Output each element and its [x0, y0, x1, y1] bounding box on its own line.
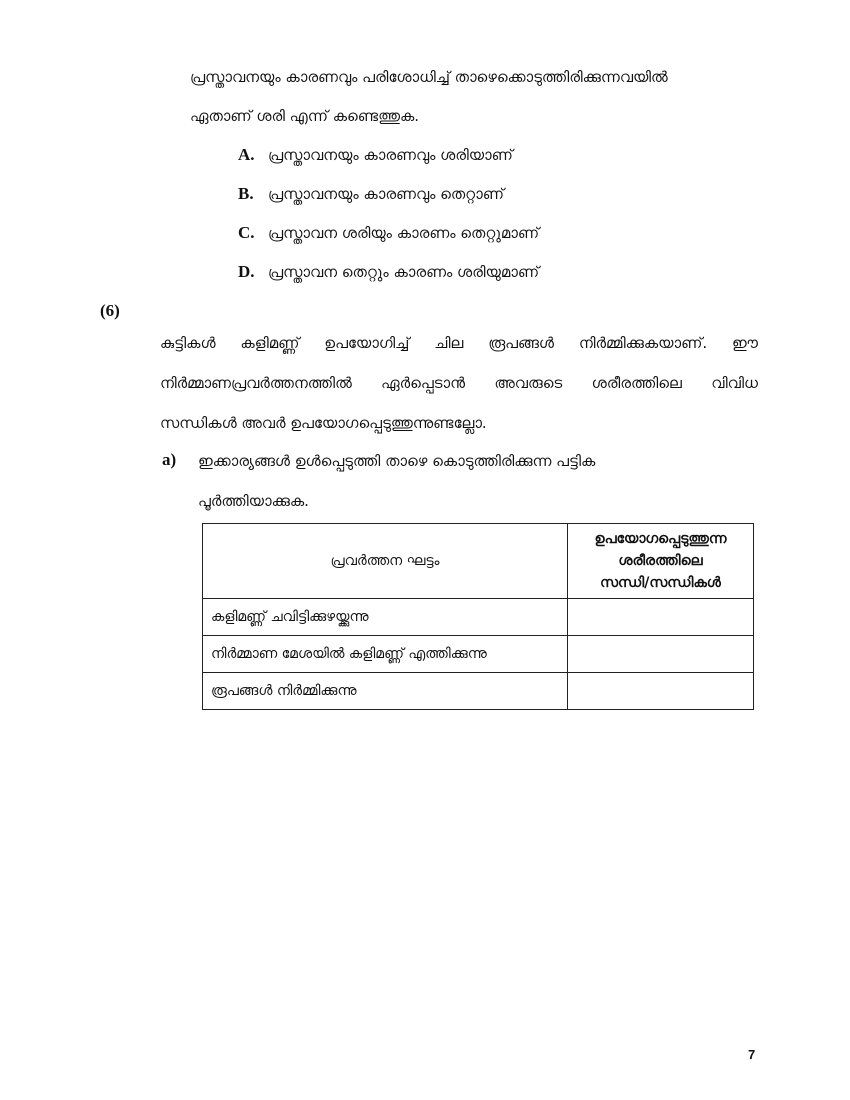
table-row	[203, 599, 754, 636]
word: കുട്ടികൾ	[160, 334, 216, 352]
option-text: പ്രസ്താവന തെറ്റും കാരണം ശരിയുമാണ്	[268, 263, 540, 281]
option-text: പ്രസ്താവനയും കാരണവും ശരിയാണ്	[268, 146, 513, 164]
option-text: പ്രസ്താവന ശരിയും കാരണം തെറ്റുമാണ്	[268, 224, 540, 242]
option-letter: D.	[238, 262, 255, 281]
table-header-row	[203, 524, 754, 599]
q6-paragraph-line-2	[160, 374, 758, 392]
option-b	[238, 182, 504, 206]
option-a	[238, 143, 513, 167]
joints-cell[interactable]	[568, 599, 754, 636]
word: നിർമ്മാണപ്രവർത്തനത്തിൽ	[160, 374, 352, 392]
joints-cell[interactable]	[568, 636, 754, 673]
q6-paragraph-line-3: സന്ധികൾ അവർ ഉപയോഗപ്പെടുത്തുന്നുണ്ടല്ലോ.	[160, 414, 487, 432]
header-joints-line: ഉപയോഗപ്പെടുത്തുന്ന	[594, 531, 727, 547]
word: ഈ	[732, 334, 758, 352]
activity-cell: കളിമണ്ണ് ചവിട്ടിക്കുഴയ്ക്കുന്നു	[203, 599, 568, 636]
option-text: പ്രസ്താവനയും കാരണവും തെറ്റാണ്	[268, 185, 505, 203]
word: രൂപങ്ങൾ	[488, 334, 554, 352]
word: ചില	[434, 334, 464, 352]
question-number: (6)	[100, 301, 120, 320]
sub-question-line-2: പൂർത്തിയാക്കുക.	[198, 492, 309, 510]
word: നിർമ്മിക്കുകയാണ്.	[578, 334, 708, 352]
option-letter: B.	[238, 184, 254, 203]
option-letter: C.	[238, 223, 255, 242]
intro-line-1: പ്രസ്താവനയും കാരണവും പരിശോധിച്ച് താഴെക്കൊടുത്തിരിക്കുന്നവയിൽ	[190, 68, 668, 86]
intro-line-2: ഏതാണ് ശരി എന്ന് കണ്ടെത്തുക.	[190, 107, 420, 125]
q6-paragraph-line-1	[160, 334, 758, 352]
word: കളിമണ്ണ്	[240, 334, 300, 352]
option-d	[238, 260, 539, 284]
joints-cell[interactable]	[568, 673, 754, 710]
sub-question-label: a)	[162, 450, 177, 469]
activity-joints-table	[202, 523, 754, 710]
table-row	[203, 636, 754, 673]
sub-question-line-1: ഇക്കാര്യങ്ങൾ ഉൾപ്പെടുത്തി താഴെ കൊടുത്തിരിക്കുന്ന പട്ടിക	[198, 452, 596, 470]
word: വിവിധ	[711, 374, 758, 392]
activity-cell: നിർമ്മാണ മേശയിൽ കളിമണ്ണ് എത്തിക്കുന്നു	[203, 636, 568, 673]
table-row	[203, 673, 754, 710]
option-c	[238, 221, 539, 245]
header-joints-line: സന്ധി/സന്ധികൾ	[600, 575, 721, 591]
activity-cell: രൂപങ്ങൾ നിർമ്മിക്കുന്നു	[203, 673, 568, 710]
header-joints-used	[568, 524, 754, 599]
option-letter: A.	[238, 145, 255, 164]
word: അവരുടെ	[494, 374, 563, 392]
word: ഉപയോഗിച്ച്	[324, 334, 410, 352]
word: ഏർപ്പെടാൻ	[381, 374, 466, 392]
word: ശരീരത്തിലെ	[591, 374, 682, 392]
header-activity-stage	[203, 524, 568, 599]
page-number: 7	[748, 1047, 756, 1062]
header-activity-label: പ്രവർത്തന ഘട്ടം	[330, 553, 440, 569]
header-joints-line: ശരീരത്തിലെ	[618, 553, 703, 569]
